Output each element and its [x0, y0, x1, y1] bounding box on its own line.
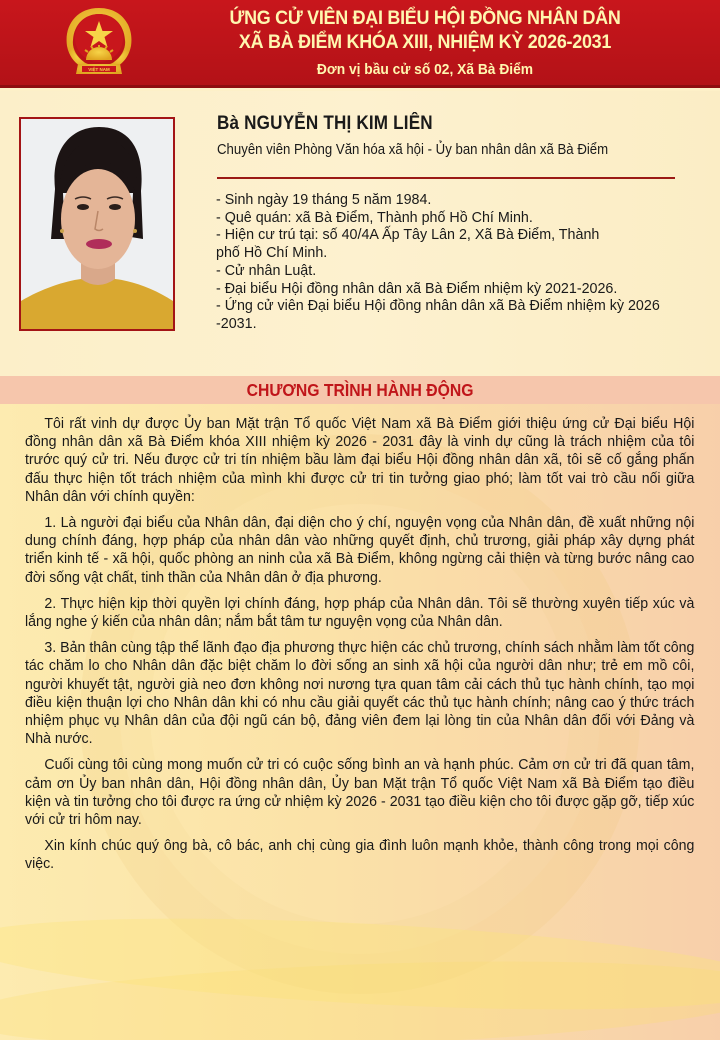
person-portrait-icon	[21, 119, 173, 329]
electoral-unit: Đơn vị bầu cử số 02, Xã Bà Điểm	[316, 61, 534, 78]
candidate-position: Chuyên viên Phòng Văn hóa xã hội - Ủy ban nhân dân xã Bà Điểm	[217, 141, 609, 158]
candidate-bio	[216, 192, 686, 334]
bio-current-term: - Đại biểu Hội đồng nhân dân xã Bà Điểm nhiệm kỳ 2021-2026.	[216, 280, 618, 297]
bio-birthdate: - Sinh ngày 19 tháng 5 năm 1984.	[216, 192, 432, 208]
program-point-1: 1. Là người đại biểu của Nhân dân, đại diện cho ý chí, nguyện vọng của Nhân dân, đề xuất những nội dung chính đáng, hợp pháp của nhân dân vào những quyết định, chủ trương, giải pháp xây dựng phát triển kinh tế - xã hội, quốc phòng an ninh của xã Bà Điểm, không ngừng cải thiện và từng bước nâng cao đời sống vật chất, tinh thần của Nhân dân ở địa phương.	[25, 515, 695, 586]
bio-residence: - Hiện cư trú tại: số 40/4A Ấp Tây Lân 2, Xã Bà Điểm, Thành phố Hồ Chí Minh.	[216, 227, 600, 262]
header-banner	[0, 0, 720, 88]
program-point-3: 3. Bản thân cùng tập thể lãnh đạo địa phương thực hiện các chủ trương, chính sách nhằm làm tốt công tác chăm lo cho Nhân dân đặc biệt chăm lo đời sống an sinh xã hội của người dân như; trẻ em mồ côi, người khuyết tật, người già neo đơn không nơi nương tựa quan tâm cải cách thủ tục hành chính, tạo mọi điều kiện thuận lợi cho Nhân dân khi có nhu cầu giải quyết các thủ tục hành chính; nâng cao ý thức trách nhiệm phục vụ Nhân dân của đội ngũ cán bộ, đảng viên đem lại lòng tin của Nhân dân đối với Đảng và Nhà nước.	[25, 640, 695, 748]
candidate-portrait	[19, 117, 175, 331]
header-title-line1: ỨNG CỬ VIÊN ĐẠI BIỂU HỘI ĐỒNG NHÂN DÂN	[229, 7, 621, 29]
program-closing: Cuối cùng tôi cùng mong muốn cử tri có cuộc sống bình an và hạnh phúc. Cảm ơn cử tri đã quan tâm, cảm ơn Ủy ban nhân dân, Hội đồng nhân dân, Ủy ban Mặt trận Tổ quốc Việt Nam xã Bà Điểm tạo điều kiện và tin tưởng cho tôi được ra ứng cử nhiệm kỳ 2026 - 2031 tạo điều kiện cho tôi được gặp gỡ, tiếp xúc với cử tri hôm nay.	[25, 757, 695, 829]
program-point-2: 2. Thực hiện kịp thời quyền lợi chính đáng, hợp pháp của Nhân dân. Tôi sẽ thường xuyên tiếp xúc và lắng nghe ý kiến của nhân dân; nắm bắt tâm tư nguyện vọng của Nhân dân.	[25, 595, 695, 631]
bio-education: - Cử nhân Luật.	[216, 262, 317, 279]
program-intro: Tôi rất vinh dự được Ủy ban Mặt trận Tổ quốc Việt Nam xã Bà Điểm giới thiệu ứng cử Đại biểu Hội đồng nhân dân xã Bà Điểm khóa XIII nhiệm kỳ 2026 - 2031 đây là vinh dự cũng là trách nhiệm của tôi trước quý cử tri. Nếu được cử tri tín nhiệm bầu làm đại biểu Hội đồng nhân dân xã, tôi sẽ cố gắng phấn đấu thực hiện tốt trách nhiệm của mình khi được cử tri tin tưởng giao phó; làm tốt vai trò cầu nối giữa Nhân dân với chính quyền:	[25, 416, 695, 505]
svg-text:VIỆT NAM: VIỆT NAM	[88, 67, 110, 72]
header-title-line2: XÃ BÀ ĐIỂM KHÓA XIII, NHIỆM KỲ 2026-2031	[238, 31, 612, 53]
bio-candidacy: - Ứng cử viên Đại biểu Hội đồng nhân dân xã Bà Điểm nhiệm kỳ 2026 -2031.	[216, 298, 660, 332]
bio-hometown: - Quê quán: xã Bà Điểm, Thành phố Hồ Chí Minh.	[216, 209, 533, 226]
candidate-name: Bà NGUYỄN THỊ KIM LIÊN	[217, 113, 433, 134]
header-title-block	[150, 6, 700, 81]
program-wishes: Xin kính chúc quý ông bà, cô bác, anh chị cùng gia đình luôn mạnh khỏe, thành công trong mọi công việc.	[25, 838, 695, 873]
divider-line	[217, 177, 675, 179]
action-program	[25, 415, 695, 882]
section-header-bar	[0, 376, 720, 404]
section-title: CHƯƠNG TRÌNH HÀNH ĐỘNG	[246, 380, 474, 400]
national-emblem-icon	[58, 4, 140, 84]
